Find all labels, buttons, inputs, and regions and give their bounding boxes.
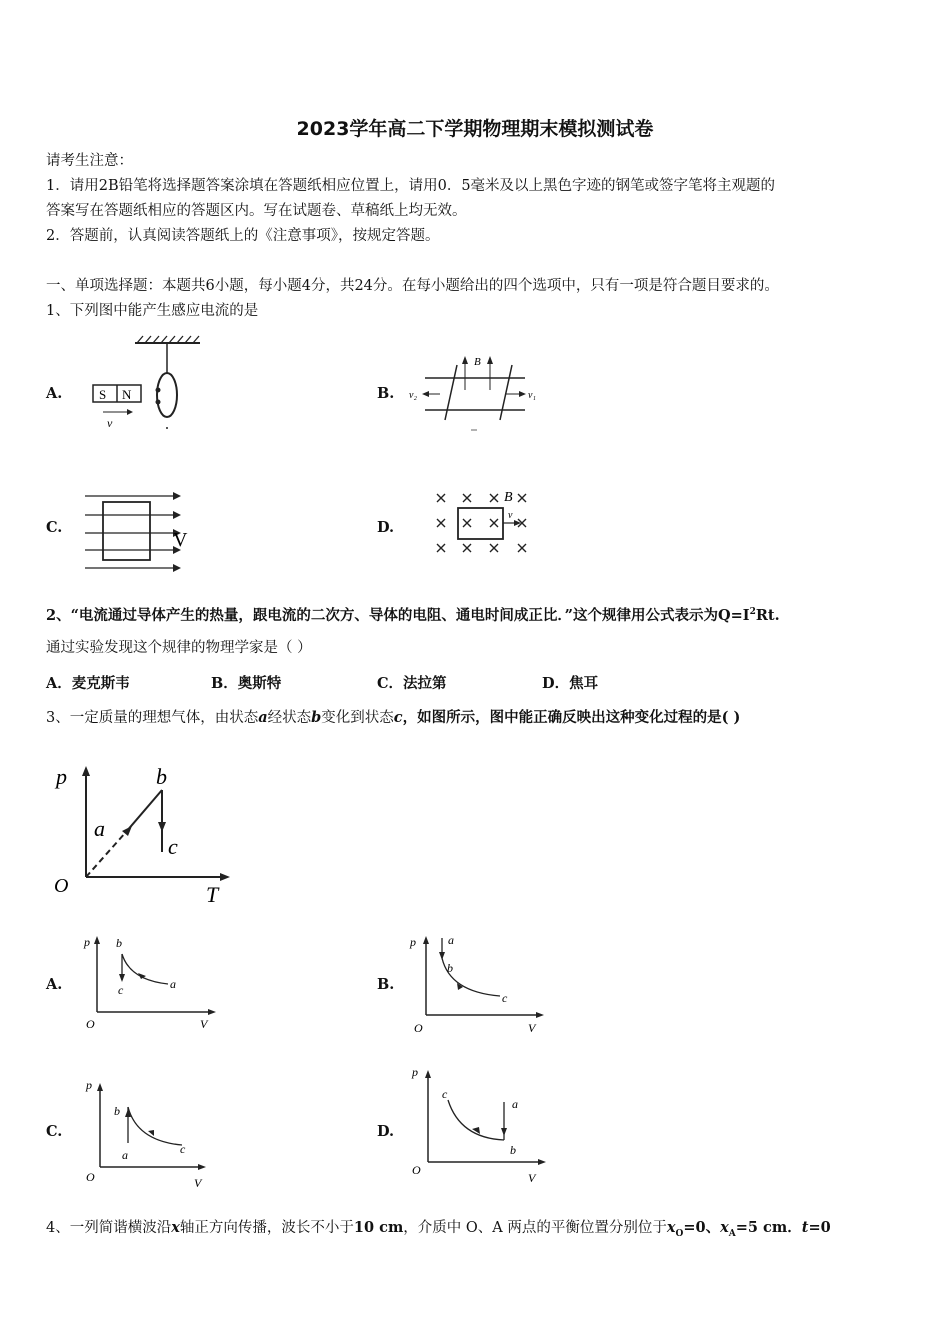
notice-line-2: 答案写在答题纸相应的答题区内。写在试题卷、草稿纸上均无效。	[46, 203, 467, 219]
velocity-v1-label: v₁	[528, 390, 536, 401]
velocity-label-a: v	[107, 416, 113, 430]
q4-xo-sub: O	[675, 1228, 684, 1239]
graph-a-b: b	[116, 936, 122, 950]
graph-a-v: V	[200, 1017, 208, 1031]
q3-state-b: b	[311, 709, 322, 726]
q3-graph-a	[82, 932, 222, 1034]
q3-graph-c	[82, 1075, 222, 1190]
velocity-label-d: v	[508, 510, 513, 521]
velocity-v2-label: v₂	[409, 390, 417, 401]
q4-eq5: =5 cm．	[735, 1219, 802, 1236]
q4-x: x	[171, 1219, 180, 1236]
q2-option-d[interactable]: D．焦耳	[542, 675, 599, 692]
graph-d-v: V	[528, 1171, 536, 1185]
graph-b-o: O	[414, 1021, 423, 1035]
field-b-label-d: B	[504, 490, 513, 505]
q4-stem-c: ，介质中 O、A 两点的平衡位置分别位于	[403, 1220, 667, 1236]
q1-figure-d	[430, 486, 540, 561]
graph-c-c: c	[180, 1142, 186, 1156]
graph-d-p: p	[412, 1065, 418, 1079]
graph-c-b: b	[114, 1104, 120, 1118]
graph-a-o: O	[86, 1017, 95, 1031]
q3-stem-pre: 3、一定质量的理想气体，由状态	[46, 710, 259, 726]
q3-option-a-label[interactable]: A.	[46, 976, 63, 993]
q1-figure-b	[405, 350, 545, 435]
graph-d-c: c	[442, 1087, 448, 1101]
q2-option-a[interactable]: A．麦克斯韦	[46, 675, 130, 692]
q2-formula-sup: 2	[749, 607, 756, 617]
graph-b-b: b	[447, 961, 453, 975]
graph-d-b: b	[510, 1143, 516, 1157]
graph-c-p: p	[86, 1078, 92, 1092]
notice-heading: 请考生注意：	[46, 153, 133, 169]
magnet-n-label: N	[122, 387, 132, 402]
q2-stem-line-2: 通过实验发现这个规律的物理学家是（ ）	[46, 640, 312, 656]
q4-stem	[46, 1218, 831, 1244]
q4-xa: x	[720, 1219, 729, 1236]
q3-option-b-label[interactable]: B.	[377, 976, 395, 993]
q3-state-a: a	[258, 709, 268, 726]
q2-option-c[interactable]: C．法拉第	[377, 675, 447, 692]
q3-state-c: c	[393, 709, 403, 726]
graph-a-p: p	[84, 935, 90, 949]
velocity-label-c: V	[173, 529, 188, 551]
q3-stem-mid1: 经状态	[267, 710, 312, 726]
q1-option-c-label[interactable]: C.	[46, 519, 63, 536]
q1-stem: 1、下列图中能产生感应电流的是	[46, 303, 259, 319]
graph-d-a: a	[512, 1097, 518, 1111]
graph-c-v: V	[194, 1176, 202, 1190]
q3-graph-b	[408, 930, 548, 1035]
graph-b-a: a	[448, 933, 454, 947]
q2-stem-text: 2、“电流通过导体产生的热量，跟电流的二次方、导体的电阻、通电时间成正比．”这个规律用公式表示为	[46, 606, 719, 624]
graph-a-a: a	[170, 977, 176, 991]
q4-eq0: =0、	[683, 1219, 721, 1236]
q1-figure-c	[85, 488, 205, 573]
q4-xa-sub: A	[728, 1228, 736, 1239]
q2-formula-rt: Rt	[755, 606, 775, 624]
origin-label: O	[54, 875, 69, 897]
field-b-label-b: B	[474, 356, 481, 368]
page-title: 2023学年高二下学期物理期末模拟测试卷	[296, 118, 654, 140]
notice-line-1: 1．请用2B铅笔将选择题答案涂填在答题纸相应位置上，请用0．5毫米及以上黑色字迹的钢笔或签字笔将主观题的	[46, 178, 776, 194]
state-c-label: c	[168, 834, 178, 859]
graph-a-c: c	[118, 983, 124, 997]
q1-option-a-label[interactable]: A.	[46, 385, 63, 402]
q4-t: t	[801, 1219, 809, 1236]
graph-b-p: p	[410, 935, 416, 949]
graph-b-c: c	[502, 991, 508, 1005]
q2-option-b[interactable]: B．奥斯特	[211, 675, 282, 692]
q4-stem-a: 4、一列简谐横波沿	[46, 1220, 172, 1236]
graph-d-o: O	[412, 1163, 421, 1177]
state-a-label: a	[94, 816, 105, 841]
graph-c-o: O	[86, 1170, 95, 1184]
axis-t-label: T	[206, 882, 219, 907]
q4-t0: =0	[808, 1219, 831, 1236]
q1-option-b-label[interactable]: B.	[377, 385, 395, 402]
q4-stem-b: 轴正方向传播，波长不小于	[179, 1220, 354, 1236]
q3-main-pt-graph	[50, 762, 235, 907]
q3-graph-d	[408, 1062, 553, 1187]
q2-formula-q: Q=I	[718, 606, 750, 624]
q4-xo: x	[666, 1219, 676, 1236]
q1-figure-a	[85, 335, 215, 435]
state-b-label: b	[156, 764, 167, 789]
q3-stem-mid2: 变化到状态	[321, 710, 394, 726]
q3-stem	[46, 708, 740, 728]
graph-c-a: a	[122, 1148, 128, 1162]
q3-stem-post: ，如图所示，图中能正确反映出这种变化过程的是( )	[402, 709, 741, 726]
notice-line-3: 2．答题前，认真阅读答题纸上的《注意事项》，按规定答题。	[46, 228, 440, 244]
q3-option-c-label[interactable]: C.	[46, 1123, 63, 1140]
graph-b-v: V	[528, 1021, 536, 1035]
q1-option-d-label[interactable]: D.	[377, 519, 395, 536]
axis-p-label: p	[56, 764, 67, 789]
q4-wavelength: 10 cm	[353, 1219, 404, 1236]
q2-stem-line-1: 2、“电流通过导体产生的热量，跟电流的二次方、导体的电阻、通电时间成正比．”这个规律用公式表示为$Q=I^2Rt$.	[46, 606, 780, 624]
magnet-s-label: S	[99, 387, 107, 402]
section-heading: 一、单项选择题：本题共6小题，每小题4分，共24分。在每小题给出的四个选项中，只有一项是符合题目要求的。	[46, 278, 779, 294]
q3-option-d-label[interactable]: D.	[377, 1123, 395, 1140]
